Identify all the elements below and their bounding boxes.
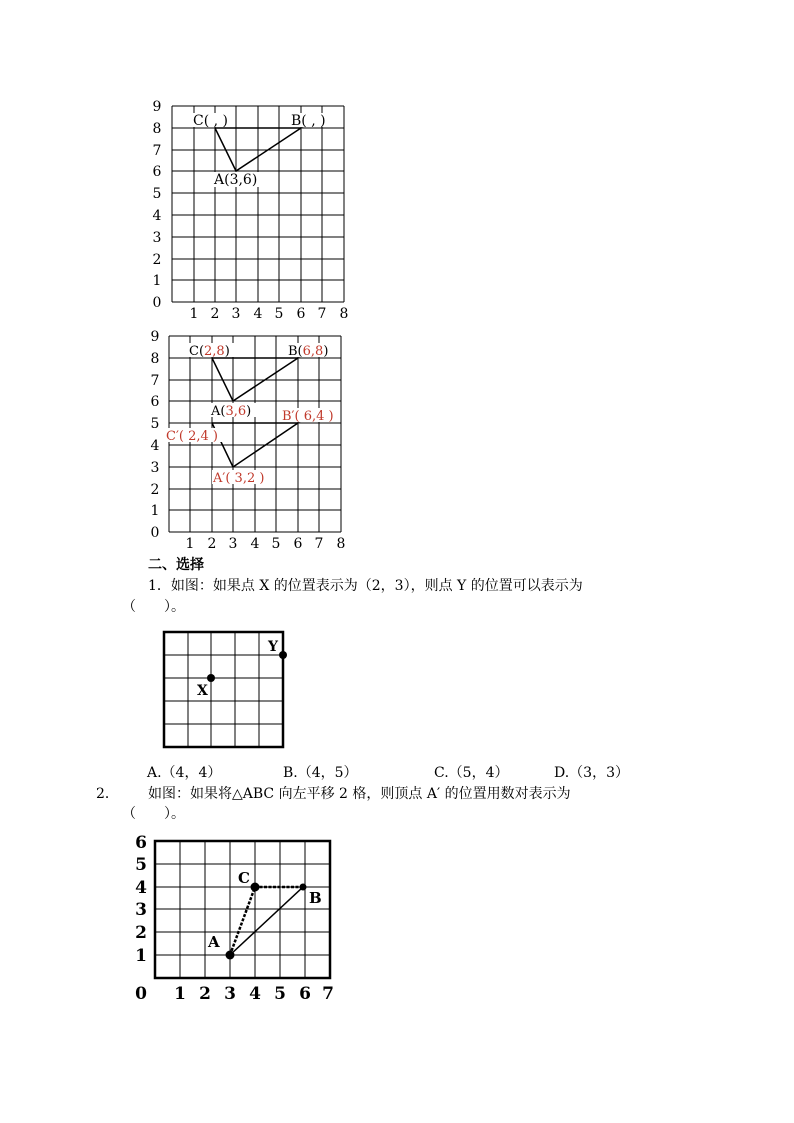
x-tick: 1 [185, 536, 195, 552]
y-tick: 9 [150, 329, 160, 345]
x-tick: 4 [250, 536, 260, 552]
x-tick: 4 [249, 984, 261, 1004]
vertex-a-marker [226, 951, 235, 960]
y-tick: 5 [152, 186, 162, 202]
y-tick: 9 [152, 99, 162, 115]
vertex-c-label: C [238, 869, 250, 887]
x-tick: 6 [296, 306, 306, 322]
label-a: A(3,6) [211, 404, 252, 419]
point-y-label: Y [268, 639, 278, 655]
y-tick: 0 [150, 525, 160, 541]
y-tick: 8 [150, 351, 160, 367]
y-tick: 8 [152, 121, 162, 137]
x-tick: 7 [314, 536, 324, 552]
y-tick: 7 [152, 143, 162, 159]
q2-x-axis [135, 984, 334, 1004]
section-heading: 二、选择 [148, 557, 204, 573]
option-c[interactable]: C.（5，4） [434, 765, 509, 781]
vertex-b-label: B [309, 889, 322, 907]
y-tick: 6 [152, 164, 162, 180]
option-a[interactable]: A.（4，4） [147, 765, 222, 781]
label-b: B( , ) [291, 113, 326, 129]
x-tick: 8 [336, 536, 346, 552]
x-tick: 5 [274, 306, 284, 322]
x-tick: 2 [207, 536, 217, 552]
x-tick: 3 [228, 536, 238, 552]
x-tick: 7 [317, 306, 327, 322]
y-tick: 3 [152, 230, 162, 246]
question-1-blank: （ ）。 [122, 599, 185, 615]
x-tick: 6 [293, 536, 303, 552]
y-tick: 3 [150, 460, 160, 476]
y-tick: 7 [150, 373, 160, 389]
y-tick: 2 [150, 482, 160, 498]
x-tick: 2 [199, 984, 211, 1004]
x-tick: 1 [189, 306, 199, 322]
y-tick: 4 [152, 208, 162, 224]
label-a-prime: A′( 3,2 ) [213, 471, 265, 486]
y-tick: 6 [150, 394, 160, 410]
point-x-label: X [197, 683, 208, 699]
edge-ab [230, 887, 303, 955]
y-tick: 2 [152, 252, 162, 268]
x-tick: 3 [231, 306, 241, 322]
vertex-b-marker [300, 884, 307, 891]
question-2-text: 如图：如果将△ABC 向左平移 2 格，则顶点 A′ 的位置用数对表示为 [148, 786, 571, 802]
label-c-prime: C′( 2,4 ) [166, 429, 218, 444]
y-tick: 5 [135, 855, 147, 875]
option-d[interactable]: D.（3，3） [554, 765, 629, 781]
y-tick: 4 [135, 878, 147, 898]
label-b-prime: B′( 6,4 ) [282, 409, 334, 424]
y-tick: 6 [135, 833, 147, 853]
question-2-blank: （ ）。 [122, 806, 185, 822]
y-tick: 4 [150, 438, 160, 454]
y-tick: 2 [135, 923, 147, 943]
q2-y-axis [135, 833, 147, 966]
x-tick: 5 [274, 984, 286, 1004]
x-tick: 2 [210, 306, 220, 322]
y-tick: 5 [150, 416, 160, 432]
x-tick: 3 [224, 984, 236, 1004]
question-2-number: 2． [96, 786, 119, 802]
x-tick: 7 [322, 984, 334, 1004]
x-tick: 0 [135, 984, 147, 1004]
y-tick: 3 [135, 900, 147, 920]
option-b[interactable]: B.（4，5） [283, 765, 358, 781]
label-b: B(6,8) [288, 344, 329, 359]
vertex-a-label: A [208, 933, 220, 951]
x-tick: 6 [299, 984, 311, 1004]
y-tick: 1 [135, 946, 147, 966]
y-tick: 1 [152, 273, 162, 289]
label-c: C( , ) [193, 113, 228, 129]
y-tick: 1 [150, 503, 160, 519]
x-tick: 8 [339, 306, 349, 322]
x-tick: 1 [174, 984, 186, 1004]
x-tick: 5 [271, 536, 281, 552]
label-a: A(3,6) [214, 172, 258, 188]
vertex-c-marker [251, 883, 260, 892]
edge-ac [230, 887, 255, 955]
label-c: C(2,8) [189, 344, 230, 359]
y-tick: 0 [152, 295, 162, 311]
question-1-text: 1．如图：如果点 X 的位置表示为（2，3），则点 Y 的位置可以表示为 [148, 578, 583, 594]
x-tick: 4 [253, 306, 263, 322]
